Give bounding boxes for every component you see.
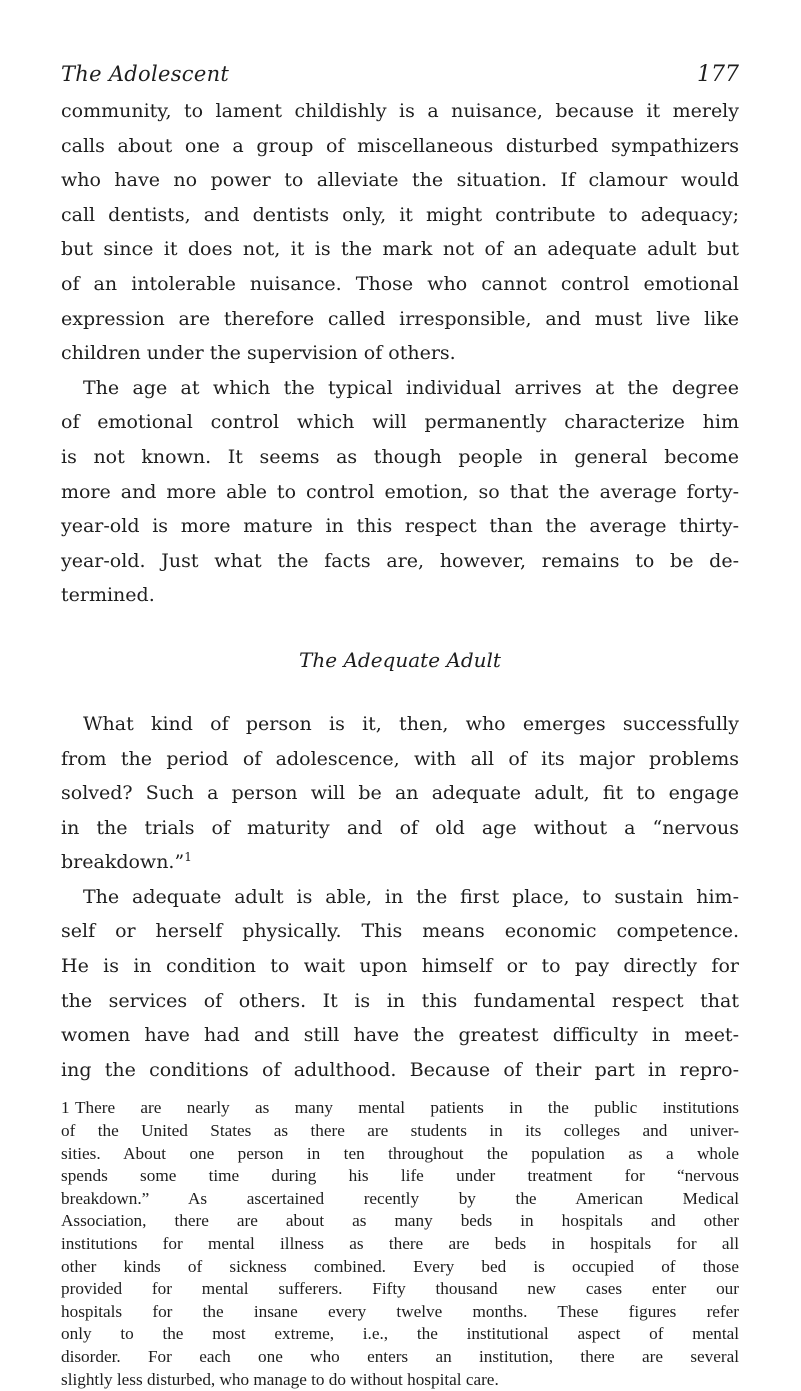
text-line: The age at which the typical individual arrives at the degree [83,376,739,399]
footnote [61,1097,739,1391]
text-line: What kind of person is it, then, who emerges successfully [83,712,739,735]
footnote-line [61,1097,739,1120]
footnote-line: of the United States as there are students in its colleges and univer- [61,1121,739,1141]
footnote-line: breakdown.” As ascertained recently by the American Medical [61,1188,739,1208]
text-line: is not known. It seems as though people in general become [61,445,739,468]
text-line: solved? Such a person will be an adequate adult, fit to engage [61,782,739,805]
text-line: year-old is more mature in this respect than the average thirty- [61,515,739,538]
footnote-reference: 1 [184,850,192,865]
section-heading: The Adequate Adult [299,647,501,672]
text-line: year-old. Just what the facts are, however, remains to be de- [61,549,739,572]
text-line: expression are therefore called irresponsible, and must live like [61,307,739,330]
running-head [61,58,739,94]
text-line: in the trials of maturity and of old age without a “nervous [61,816,739,839]
footnote-text: There are nearly as many mental patients in the public institutions [75,1098,739,1118]
page-number: 177 [697,62,739,87]
footnote-line: spends some time during his life under treatment for “nervous [61,1166,739,1186]
text-line: but since it does not, it is the mark not of an adequate adult but [61,238,739,261]
footnote-number: 1 [61,1098,70,1118]
text-line: children under the supervision of others. [61,342,456,365]
paragraph-4 [61,880,739,1088]
footnote-line: Association, there are about as many beds in hospitals and other [61,1211,739,1231]
text-line: He is in condition to wait upon himself or to pay directly for [61,955,739,978]
footnote-line: provided for mental sufferers. Fifty thousand new cases enter our [61,1279,739,1299]
paragraph-2 [61,371,739,613]
text-line: termined. [61,584,155,607]
text-line: of emotional control which will permanently characterize him [61,411,739,434]
text-line: from the period of adolescence, with all of its major problems [61,747,739,770]
text-line: ing the conditions of adulthood. Because of their part in repro- [61,1058,739,1081]
footnote-line: sities. About one person in ten throughout the population as a whole [61,1143,739,1163]
footnote-line: institutions for mental illness as there are beds in hospitals for all [61,1234,739,1253]
text-line-content: breakdown.” [61,851,185,874]
text-line: of an intolerable nuisance. Those who cannot control emotional [61,272,739,295]
text-line [61,845,739,880]
text-line: self or herself physically. This means economic competence. [61,920,739,943]
text-line: who have no power to alleviate the situation. If clamour would [61,169,739,192]
footnote-line: other kinds of sickness combined. Every bed is occupied of those [61,1256,739,1276]
footnote-line: only to the most extreme, i.e., the institutional aspect of mental [61,1324,739,1344]
text-line: women have had and still have the greatest difficulty in meet- [61,1024,739,1047]
text-line: calls about one a group of miscellaneous disturbed sympathizers [61,134,739,157]
text-line: call dentists, and dentists only, it might contribute to adequacy; [61,203,739,226]
footnote-line: slightly less disturbed, who manage to do without hospital care. [61,1369,499,1389]
book-page [61,58,739,1391]
paragraph-3 [61,707,739,880]
paragraph-1 [61,94,739,371]
text-line: community, to lament childishly is a nuisance, because it merely [61,100,739,122]
footnote-line: disorder. For each one who enters an institution, there are several [61,1346,739,1366]
text-line: more and more able to control emotion, so that the average forty- [61,480,739,503]
footnote-line: hospitals for the insane every twelve months. These figures refer [61,1301,739,1321]
body-text [61,94,739,1087]
running-title: The Adolescent [61,62,230,86]
text-line: the services of others. It is in this fundamental respect that [61,989,739,1012]
text-line: The adequate adult is able, in the first place, to sustain him- [83,885,739,908]
